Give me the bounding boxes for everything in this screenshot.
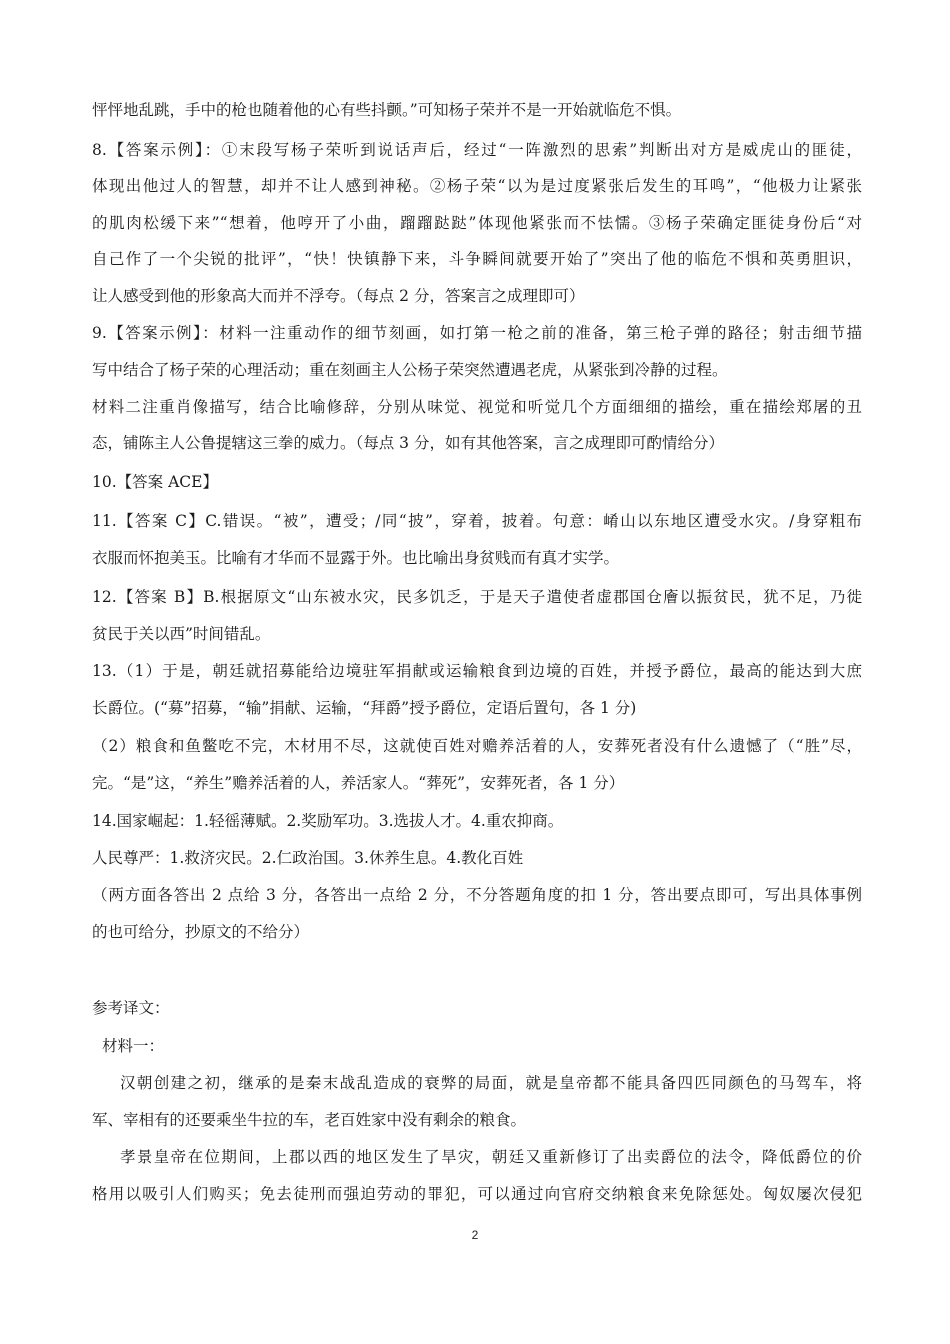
text-line: 长爵位。(“募”招募，“输”捐献、运输，“拜爵”授予爵位，定语后置句，各 1 分) bbox=[92, 699, 637, 717]
text-line: 怦怦地乱跳，手中的枪也随着他的心有些抖颤。”可知杨子荣并不是一开始就临危不惧。 bbox=[92, 101, 682, 119]
text-line: 人民尊严：1.救济灾民。2.仁政治国。3.休养生息。4.教化百姓 bbox=[92, 849, 524, 867]
text-line: （2）粮食和鱼鳖吃不完，木材用不尽，这就使百姓对赡养活着的人，安葬死者没有什么遗憾了（“胜”尽， bbox=[92, 737, 862, 755]
text-line: 12.【答案 B】B.根据原文“山东被水灾，民多饥乏，于是天子遣使者虚郡国仓廥以振贫民，犹不足，乃徙 bbox=[92, 588, 862, 606]
text-line: 孝景皇帝在位期间，上郡以西的地区发生了旱灾，朝廷又重新修订了出卖爵位的法令，降低爵位的价 bbox=[120, 1148, 862, 1166]
text-line: 贫民于关以西”时间错乱。 bbox=[92, 625, 271, 643]
text-line: 体现出他过人的智慧，却并不让人感到神秘。②杨子荣“以为是过度紧张后发生的耳鸣”，“他极力让紧张 bbox=[92, 177, 862, 195]
text-line: 完。“是”这，“养生”赡养活着的人，养活家人。“葬死”，安葬死者，各 1 分） bbox=[92, 774, 625, 792]
text-line: 10.【答案 ACE】 bbox=[92, 473, 218, 491]
text-line: 写中结合了杨子荣的心理活动；重在刻画主人公杨子荣突然遭遇老虎，从紧张到冷静的过程。 bbox=[92, 361, 728, 379]
text-line: 材料二注重肖像描写，结合比喻修辞，分别从味觉、视觉和听觉几个方面细细的描绘，重在描绘郑屠的丑 bbox=[92, 398, 862, 416]
text-line: 14.国家崛起：1.轻徭薄赋。2.奖励军功。3.选拔人才。4.重农抑商。 bbox=[92, 812, 564, 830]
text-line: 让人感受到他的形象高大而并不浮夸。（每点 2 分，答案言之成理即可） bbox=[92, 287, 585, 305]
text-line: 汉朝创建之初，继承的是秦末战乱造成的衰弊的局面，就是皇帝都不能具备四匹同颜色的马驾车，将 bbox=[120, 1074, 862, 1092]
text-line: 8.【答案示例】：①末段写杨子荣听到说话声后，经过“一阵激烈的思索”判断出对方是威虎山的匪徒， bbox=[92, 141, 862, 159]
text-line: 的也可给分，抄原文的不给分） bbox=[92, 923, 310, 941]
text-line: 11.【答案 C】C.错误。“被”，遭受；/同“披”，穿着，披着。句意：崤山以东地区遭受水灾。/身穿粗布 bbox=[92, 512, 862, 530]
text-line: 自己作了一个尖锐的批评”，“快！快镇静下来，斗争瞬间就要开始了”突出了他的临危不惧和英勇胆识， bbox=[92, 250, 862, 268]
text-line: 13.（1）于是，朝廷就招募能给边境驻军捐献或运输粮食到边境的百姓，并授予爵位，最高的能达到大庶 bbox=[92, 662, 862, 680]
section-heading: 参考译文： bbox=[92, 999, 170, 1017]
text-line: 态，铺陈主人公鲁提辖这三拳的威力。（每点 3 分，如有其他答案，言之成理即可酌情给分） bbox=[92, 434, 724, 452]
text-line: 的肌肉松缓下来”“想着，他哼开了小曲，蹓蹓跶跶”体现他紧张而不怯懦。③杨子荣确定匪徒身份后“对 bbox=[92, 214, 862, 232]
text-line: 格用以吸引人们购买；免去徒刑而强迫劳动的罪犯，可以通过向官府交纳粮食来免除惩处。匈奴屡次侵犯 bbox=[92, 1185, 862, 1203]
text-line: 衣服而怀抱美玉。比喻有才华而不显露于外。也比喻出身贫贱而有真才实学。 bbox=[92, 549, 620, 567]
text-line: 军、宰相有的还要乘坐牛拉的车，老百姓家中没有剩余的粮食。 bbox=[92, 1111, 527, 1129]
subsection-heading: 材料一： bbox=[102, 1037, 165, 1055]
page-number: 2 bbox=[471, 1228, 479, 1242]
text-line: 9.【答案示例】：材料一注重动作的细节刻画，如打第一枪之前的准备，第三枪子弹的路径；射击细节描 bbox=[92, 324, 862, 342]
text-line: （两方面各答出 2 点给 3 分，各答出一点给 2 分，不分答题角度的扣 1 分，答出要点即可，写出具体事例 bbox=[92, 886, 862, 904]
